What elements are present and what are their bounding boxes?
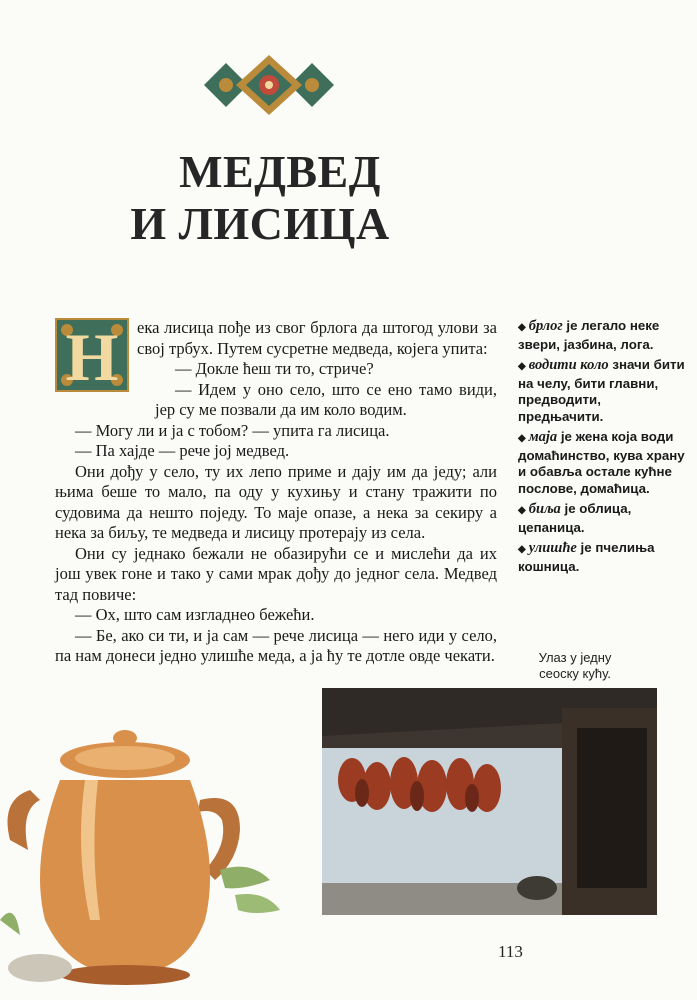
glossary-term: водити коло (528, 357, 609, 373)
glossary-definition: значи бити на челу, бити главни, предводити, предњачити. (518, 357, 685, 424)
glossary-entry (518, 318, 688, 353)
glossary (518, 318, 688, 579)
glossary-definition: је легало неке звери, јазбина, лога. (518, 318, 660, 352)
story-paragraph: — Бе, ако си ти, и ја сам — рече лисица — него иди у село, па нам донеси једно улишће меда, а ја ћу те дотле овде чекати. (55, 625, 497, 665)
glossary-entry (518, 429, 688, 497)
photo-caption: Улаз у једну сеоску кућу. (538, 650, 612, 681)
page-title (100, 146, 460, 250)
story-first-text: ека лисица пође из свог брлога да штогод улови за свој трбух. Путем сусретне медведа, којега упита: (137, 318, 497, 358)
diamond-bullet-icon: ◆ (518, 322, 526, 333)
glossary-term: маја (528, 429, 558, 445)
dropcap-letter: Н (65, 319, 119, 395)
house-entrance-photo (322, 688, 657, 915)
diamond-bullet-icon: ◆ (518, 544, 526, 555)
diamond-bullet-icon: ◆ (518, 433, 526, 444)
story-paragraph: — Докле ћеш ти то, стриче? (175, 359, 374, 378)
glossary-definition: је облица, цепаница. (518, 501, 632, 535)
glossary-definition: је жена која води домаћинство, кува храну и обавља остале кућне послове, домаћица. (518, 429, 685, 496)
decorative-ornament (204, 55, 334, 115)
glossary-term: брлог (528, 318, 563, 334)
glossary-entry (518, 540, 688, 575)
glossary-term: улишће (528, 540, 577, 556)
glossary-entry (518, 501, 688, 536)
diamond-bullet-icon: ◆ (518, 361, 526, 372)
page-number: 113 (498, 942, 523, 961)
dropcap (55, 318, 129, 395)
title-line-2: И ЛИСИЦА (130, 198, 390, 249)
story-paragraph: — Ох, што сам изгладнео бежећи. (75, 605, 315, 624)
story-text (55, 318, 497, 667)
clay-jug-illustration (0, 720, 300, 990)
diamond-bullet-icon: ◆ (518, 505, 526, 516)
glossary-term: биља (528, 501, 561, 517)
story-paragraph: Они су једнако бежали не обазирући се и мислећи да их још увек гоне и тако у сами мрак дођу до једног села. Медвед тад повиче: (55, 543, 497, 604)
story-paragraph: — Идем у оно село, што се ено тамо види, јер су ме позвали да им коло водим. (155, 379, 497, 419)
glossary-entry (518, 357, 688, 425)
story-paragraph: Они дођу у село, ту их лепо приме и дају им да једу; али њима беше то мало, па оду у кухињу и стану тражити по судовима да нешто поједу. То маје опазе, а нека за секиру а нека за биљу, те медведа и лисицу протерају из села. (55, 461, 497, 542)
glossary-definition: је пчелиња кошница. (518, 540, 655, 574)
story-paragraph: — Могу ли и ја с тобом? — упита га лисица. (75, 420, 390, 440)
title-line-1: МЕДВЕД (179, 146, 381, 197)
story-paragraph: — Па хајде — рече јој медвед. (75, 441, 290, 460)
